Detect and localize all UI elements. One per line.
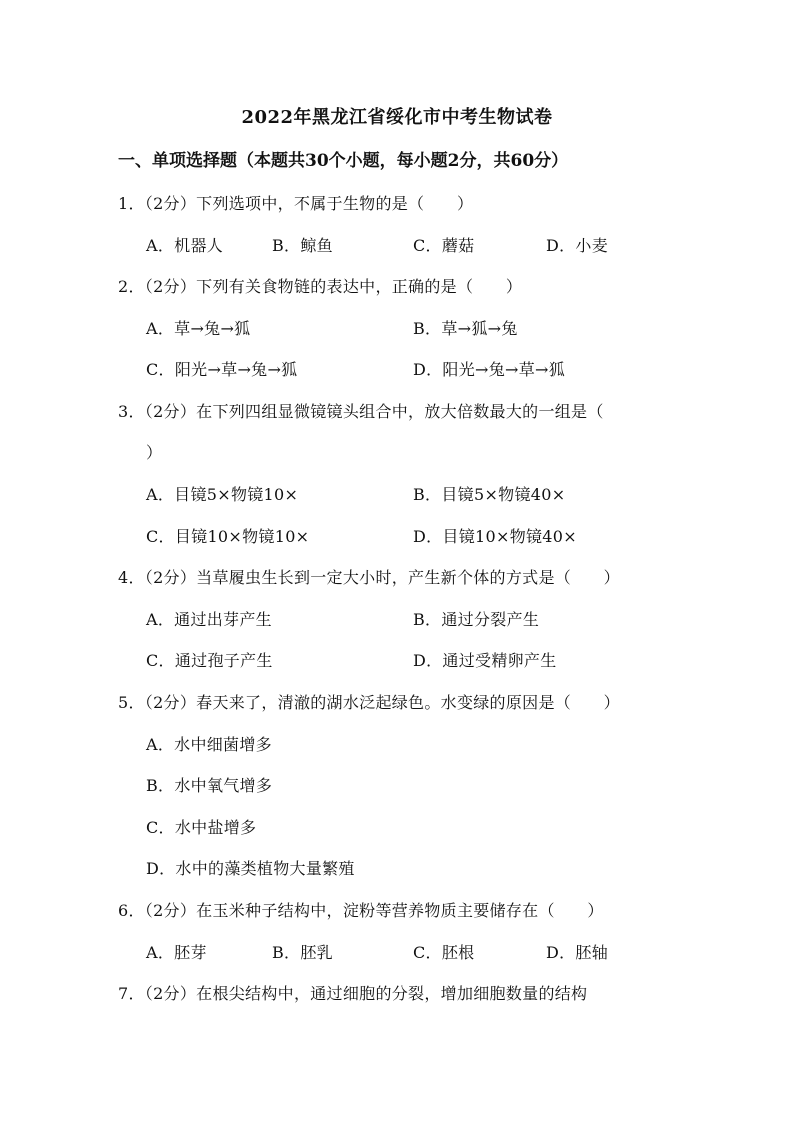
question-2-option-c: C．阳光→草→兔→狐 (146, 360, 298, 379)
question-3-option-c: C．目镜10×物镜10× (146, 527, 310, 546)
question-4-option-d: D．通过受精卵产生 (413, 651, 557, 670)
question-5-option-d: D．水中的藻类植物大量繁殖 (146, 859, 355, 878)
question-3-option-d: D．目镜10×物镜40× (413, 527, 577, 546)
question-6-option-a: A．胚芽 (146, 943, 207, 962)
question-6-option-b: B．胚乳 (272, 943, 333, 962)
question-5-option-a: A．水中细菌增多 (146, 735, 272, 754)
question-4-option-b: B．通过分裂产生 (413, 610, 540, 629)
question-1-option-c: C．蘑菇 (413, 236, 475, 255)
question-4-option-a: A．通过出芽产生 (146, 610, 272, 629)
question-6-option-d: D．胚轴 (546, 943, 609, 962)
question-3-option-a: A．目镜5×物镜10× (146, 485, 299, 504)
question-5-option-b: B．水中氧气增多 (146, 776, 273, 795)
question-5-option-c: C．水中盐增多 (146, 818, 257, 837)
question-4-stem: 4．（2分）当草履虫生长到一定大小时，产生新个体的方式是（ ） (118, 568, 620, 587)
question-3-option-b: B．目镜5×物镜40× (413, 485, 566, 504)
exam-title: 2022年黑龙江省绥化市中考生物试卷 (241, 107, 553, 128)
section-heading: 一、单项选择题（本题共30个小题，每小题2分，共60分） (118, 151, 569, 171)
question-1-option-b: B．鲸鱼 (272, 236, 333, 255)
question-6-stem: 6．（2分）在玉米种子结构中，淀粉等营养物质主要储存在（ ） (118, 901, 604, 920)
question-2-option-b: B．草→狐→兔 (413, 319, 518, 338)
question-3-stem: 3．（2分）在下列四组显微镜镜头组合中，放大倍数最大的一组是（ (118, 402, 604, 421)
question-6-option-c: C．胚根 (413, 943, 475, 962)
question-1-option-d: D．小麦 (546, 236, 609, 255)
question-1-stem: 1．（2分）下列选项中，不属于生物的是（ ） (118, 194, 474, 213)
question-4-option-c: C．通过孢子产生 (146, 651, 273, 670)
question-2-option-a: A．草→兔→狐 (146, 319, 251, 338)
question-7-stem: 7．（2分）在根尖结构中，通过细胞的分裂，增加细胞数量的结构 (118, 984, 588, 1003)
question-2-option-d: D．阳光→兔→草→狐 (413, 360, 566, 379)
question-3-stem-continued: ） (146, 443, 163, 462)
question-5-stem: 5．（2分）春天来了，清澈的湖水泛起绿色。水变绿的原因是（ ） (118, 693, 620, 712)
question-2-stem: 2．（2分）下列有关食物链的表达中，正确的是（ ） (118, 277, 523, 296)
question-1-option-a: A．机器人 (146, 236, 224, 255)
